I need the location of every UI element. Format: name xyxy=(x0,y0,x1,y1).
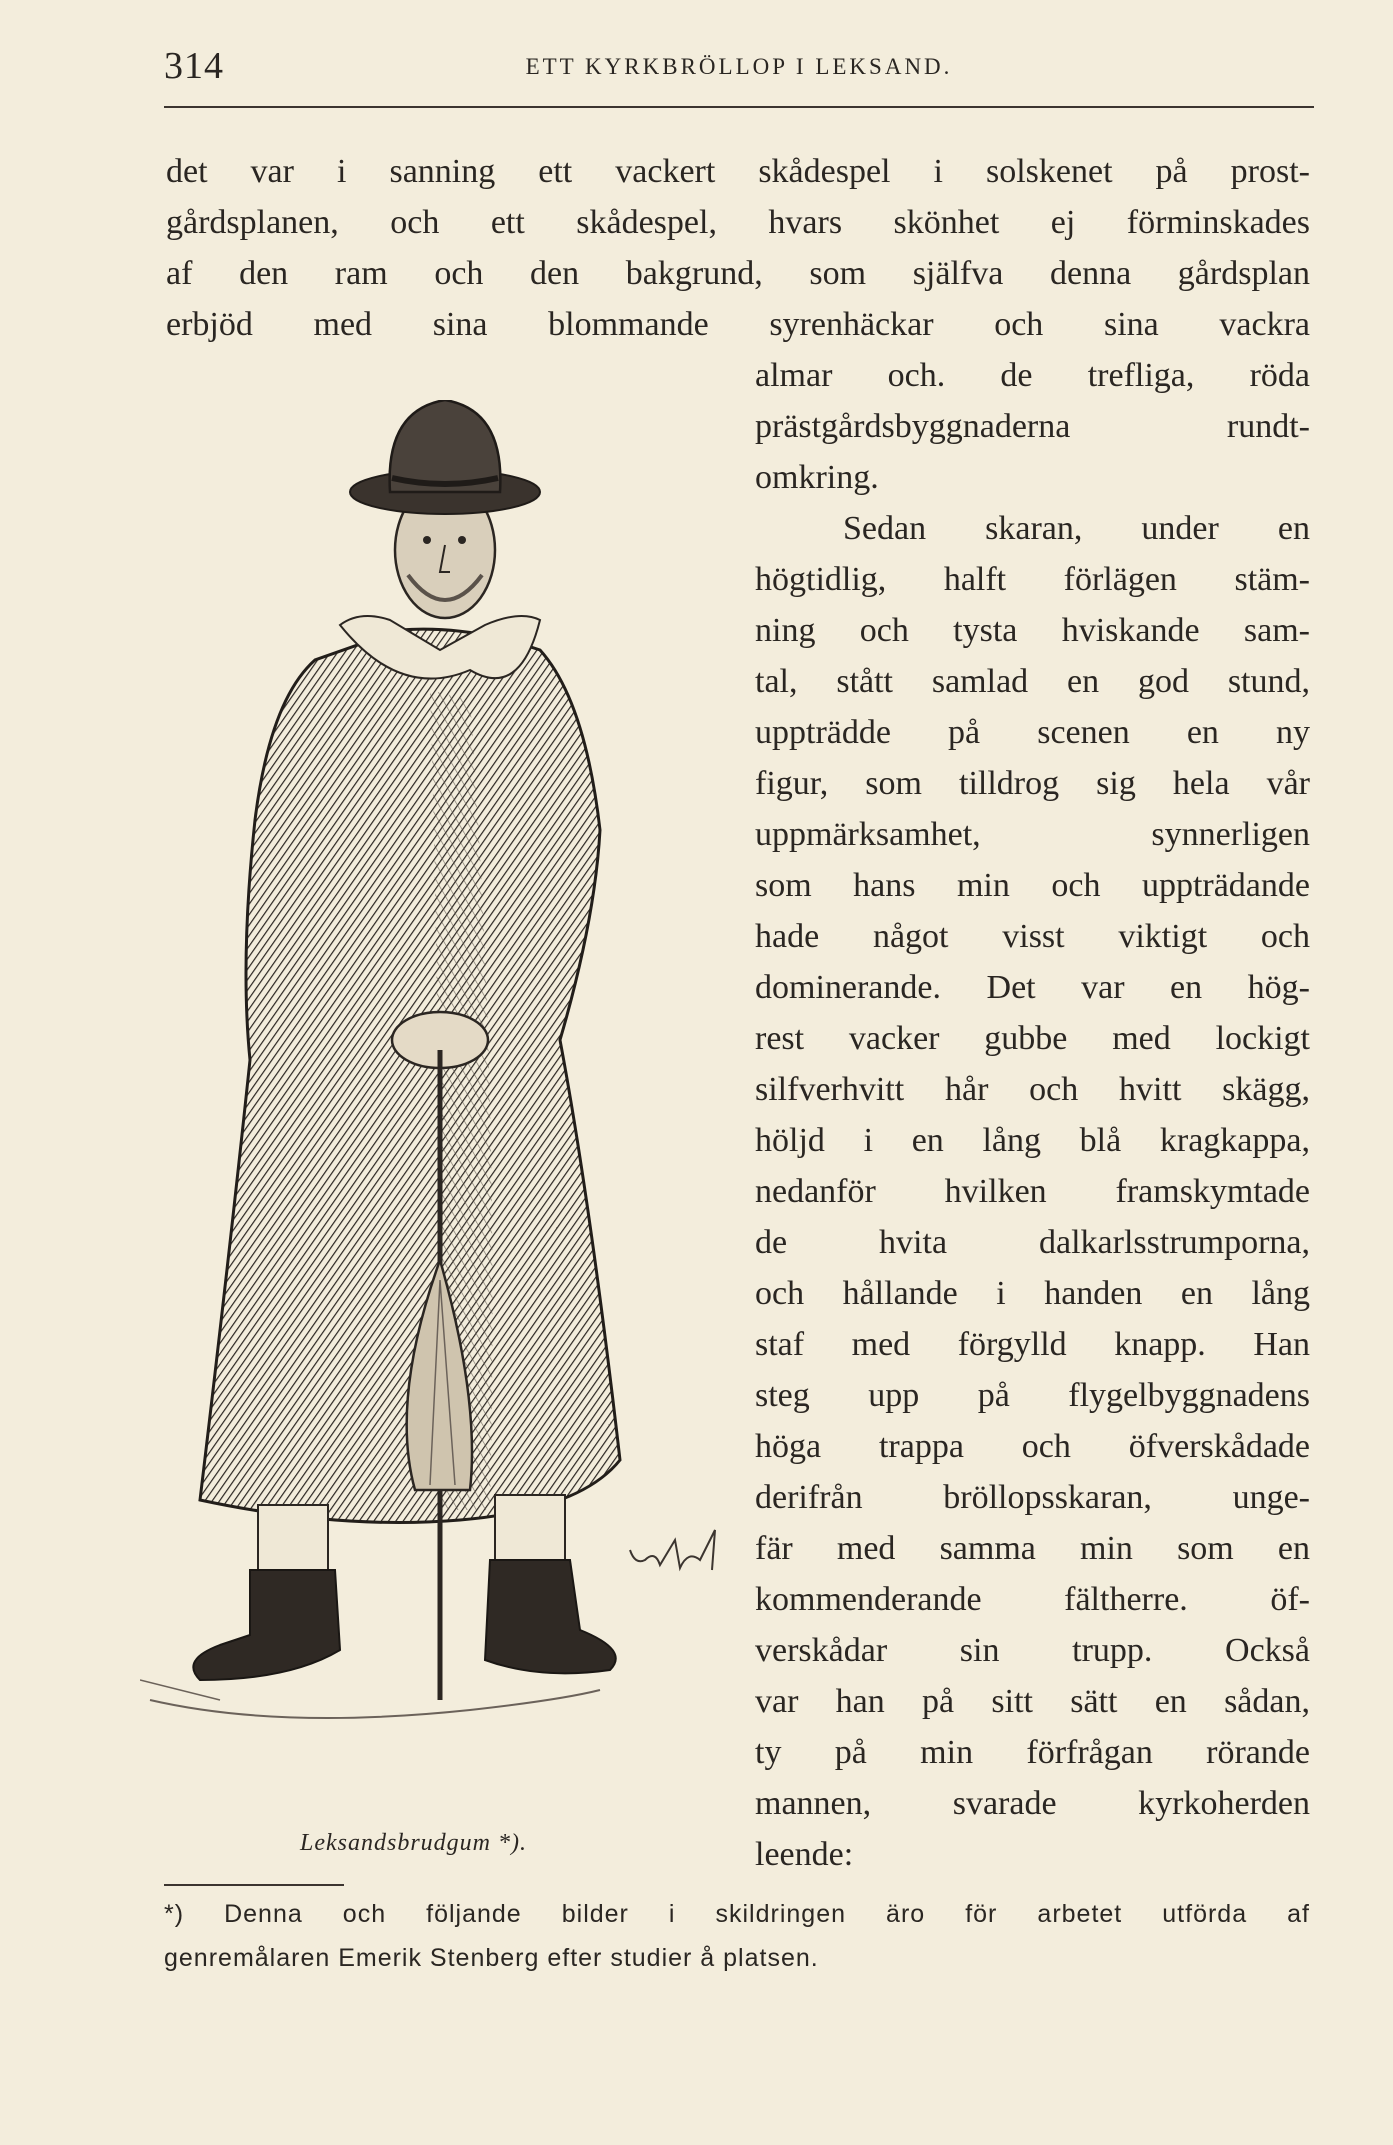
text-line: mannen, svarade kyrkoherden xyxy=(755,1785,1310,1822)
text-line: de hvita dalkarlsstrumporna, xyxy=(755,1224,1310,1261)
text-line: derifrån bröllopsskaran, unge- xyxy=(755,1479,1310,1516)
text-line: uppträdde på scenen en ny xyxy=(755,714,1310,751)
text-line: staf med förgylld knapp. Han xyxy=(755,1326,1310,1363)
text-line: höga trappa och öfverskådade xyxy=(755,1428,1310,1465)
text-line: tal, stått samlad en god stund, xyxy=(755,663,1310,700)
artist-signature xyxy=(630,1530,715,1570)
text-line: fär med samma min som en xyxy=(755,1530,1310,1567)
text-line: leende: xyxy=(755,1836,854,1873)
header-rule xyxy=(164,106,1314,108)
text-line: gårdsplanen, och ett skådespel, hvars skönhet ej förminskades xyxy=(166,204,1310,241)
text-line: figur, som tilldrog sig hela vår xyxy=(755,765,1310,802)
text-line: dominerande. Det var en hög- xyxy=(755,969,1310,1006)
footnote-line: *) Denna och följande bilder i skildringen äro för arbetet utförda af xyxy=(164,1900,1310,1928)
text-line: hade något visst viktigt och xyxy=(755,918,1310,955)
text-line: uppmärksamhet, synnerligen xyxy=(755,816,1310,853)
text-line: kommenderande fältherre. öf- xyxy=(755,1581,1310,1618)
text-line: af den ram och den bakgrund, som själfva denna gårdsplan xyxy=(166,255,1310,292)
text-line: ning och tysta hviskande sam- xyxy=(755,612,1310,649)
text-line: högtidlig, halft förlägen stäm- xyxy=(755,561,1310,598)
running-title: ETT KYRKBRÖLLOP I LEKSAND. xyxy=(525,54,953,79)
text-line: steg upp på flygelbyggnadens xyxy=(755,1377,1310,1414)
text-line: som hans min och uppträdande xyxy=(755,867,1310,904)
text-line: silfverhvitt hår och hvitt skägg, xyxy=(755,1071,1310,1108)
man-illustration xyxy=(140,400,740,1760)
figure-caption: Leksandsbrudgum *). xyxy=(300,1830,527,1856)
text-line: erbjöd med sina blommande syrenhäckar och sina vackra xyxy=(166,306,1310,343)
footnote-rule xyxy=(164,1884,344,1886)
text-line: ty på min förfrågan rörande xyxy=(755,1734,1310,1771)
text-line: almar och. de trefliga, röda xyxy=(755,357,1310,394)
text-line: rest vacker gubbe med lockigt xyxy=(755,1020,1310,1057)
text-line: omkring. xyxy=(755,459,879,496)
text-line: nedanför hvilken framskymtade xyxy=(755,1173,1310,1210)
text-line: Sedan skaran, under en xyxy=(843,510,1310,547)
footnote-line: genremålaren Emerik Stenberg efter studier å platsen. xyxy=(164,1944,819,1972)
illustration-figure xyxy=(140,400,740,1760)
text-line: och hållande i handen en lång xyxy=(755,1275,1310,1312)
page-number: 314 xyxy=(164,45,224,87)
text-line: höljd i en lång blå kragkappa, xyxy=(755,1122,1310,1159)
text-line: prästgårdsbyggnaderna rundt- xyxy=(755,408,1310,445)
page-header xyxy=(164,44,1314,94)
text-line: det var i sanning ett vackert skådespel i solskenet på prost- xyxy=(166,153,1310,190)
text-line: var han på sitt sätt en sådan, xyxy=(755,1683,1310,1720)
text-line: verskådar sin trupp. Också xyxy=(755,1632,1310,1669)
